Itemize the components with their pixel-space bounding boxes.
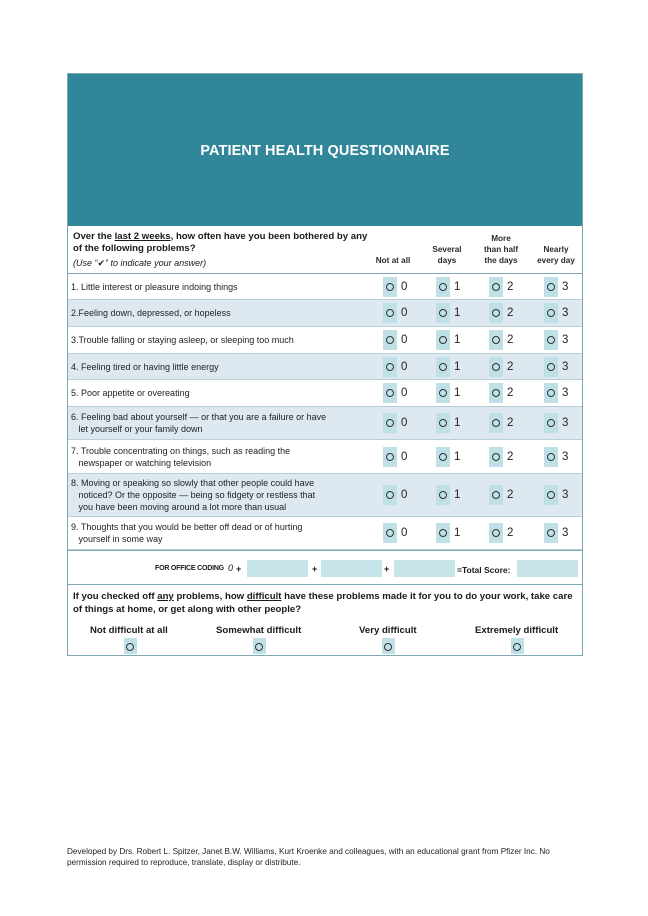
answer-score: 0 (401, 451, 408, 463)
intro-prefix: Over the (73, 231, 115, 242)
answer-option-1[interactable] (436, 383, 466, 403)
answer-option-2[interactable] (489, 413, 519, 433)
checkbox-area (383, 447, 397, 467)
answer-option-0[interactable] (383, 330, 413, 350)
answer-score: 1 (454, 527, 461, 539)
total-score-label: =Total Score: (457, 565, 511, 575)
radio-circle-icon (492, 529, 500, 537)
answer-score: 0 (401, 281, 408, 293)
answer-option-0[interactable] (383, 447, 413, 467)
column-more-than-half: More than half the days (483, 234, 519, 265)
difficulty-option-very[interactable] (382, 638, 395, 654)
checkbox-area (436, 303, 450, 323)
checkbox-area (544, 330, 558, 350)
plus-sign: + (312, 564, 318, 574)
answer-score: 2 (507, 281, 514, 293)
answer-option-1[interactable] (436, 413, 466, 433)
answer-score: 1 (454, 361, 461, 373)
radio-circle-icon (547, 363, 555, 371)
radio-circle-icon (492, 363, 500, 371)
radio-circle-icon (547, 309, 555, 317)
answer-option-2[interactable] (489, 447, 519, 467)
checkbox-area (383, 413, 397, 433)
answer-option-1[interactable] (436, 523, 466, 543)
column-not-at-all: Not at all (375, 256, 411, 265)
checkbox-area (489, 485, 503, 505)
checkbox-area (489, 523, 503, 543)
radio-circle-icon (492, 419, 500, 427)
checkbox-area (436, 330, 450, 350)
answer-option-1[interactable] (436, 485, 466, 505)
answer-score: 3 (562, 527, 569, 539)
answer-score: 0 (401, 387, 408, 399)
plus-sign: + (384, 564, 390, 574)
answer-option-3[interactable] (544, 330, 574, 350)
question-row (68, 474, 582, 517)
checkbox-area (383, 277, 397, 297)
checkbox-area (436, 485, 450, 505)
answer-option-3[interactable] (544, 383, 574, 403)
radio-circle-icon (492, 309, 500, 317)
checkbox-area (544, 485, 558, 505)
question-text: 2.Feeling down, depressed, or hopeless (71, 308, 231, 318)
question-row (68, 407, 582, 440)
radio-circle-icon (492, 491, 500, 499)
question-text: 9. Thoughts that you would be better off dead or of hurting yourself in some way (71, 522, 303, 544)
intro-suffix: , how often have you been bothered by any of the following problems? (73, 231, 368, 254)
question-row (68, 440, 582, 474)
question-row (68, 380, 582, 407)
radio-circle-icon (492, 453, 500, 461)
question-list (68, 274, 582, 550)
radio-circle-icon (439, 389, 447, 397)
difficulty-section (68, 585, 582, 655)
answer-score: 0 (401, 334, 408, 346)
radio-circle-icon (439, 283, 447, 291)
checkbox-area (489, 277, 503, 297)
checkbox-area (436, 277, 450, 297)
radio-circle-icon (492, 336, 500, 344)
checkbox-area (544, 523, 558, 543)
checkbox-area (383, 523, 397, 543)
answer-option-3[interactable] (544, 523, 574, 543)
score-field-1[interactable] (247, 560, 308, 577)
answer-hint: (Use “✔” to indicate your answer) (73, 258, 207, 268)
radio-circle-icon (547, 491, 555, 499)
checkbox-area (489, 330, 503, 350)
radio-circle-icon (386, 309, 394, 317)
question-row (68, 274, 582, 300)
answer-score: 3 (562, 451, 569, 463)
radio-circle-icon (547, 283, 555, 291)
checkbox-area (544, 447, 558, 467)
questionnaire-form (67, 73, 583, 656)
radio-circle-icon (547, 336, 555, 344)
radio-circle-icon (386, 453, 394, 461)
question-text: 7. Trouble concentrating on things, such as reading the newspaper or watching television (71, 446, 291, 468)
answer-score: 2 (507, 451, 514, 463)
checkbox-area (436, 413, 450, 433)
difficulty-option-somewhat[interactable] (253, 638, 266, 654)
question-row (68, 327, 582, 354)
answer-score: 2 (507, 417, 514, 429)
radio-circle-icon (439, 363, 447, 371)
radio-circle-icon (439, 453, 447, 461)
checkbox-area (544, 277, 558, 297)
radio-circle-icon (126, 643, 134, 651)
difficulty-q-difficult: difficult (246, 591, 282, 602)
plus-sign: + (236, 564, 242, 574)
radio-circle-icon (547, 529, 555, 537)
column-several-days: Several days (432, 245, 462, 265)
question-intro (73, 231, 373, 255)
radio-circle-icon (386, 529, 394, 537)
answer-score: 2 (507, 489, 514, 501)
answer-score: 2 (507, 527, 514, 539)
answer-score: 0 (401, 307, 408, 319)
answer-score: 2 (507, 387, 514, 399)
answer-option-2[interactable] (489, 357, 519, 377)
difficulty-label-very: Very difficult (359, 625, 417, 636)
question-row (68, 517, 582, 550)
checkbox-area (544, 383, 558, 403)
answer-score: 2 (507, 307, 514, 319)
question-header (68, 226, 582, 274)
answer-score: 0 (401, 361, 408, 373)
question-row (68, 354, 582, 380)
difficulty-q-mid: problems, how (173, 591, 247, 602)
answer-score: 1 (454, 281, 461, 293)
answer-score: 1 (454, 451, 461, 463)
answer-option-3[interactable] (544, 277, 574, 297)
answer-option-0[interactable] (383, 523, 413, 543)
score-field-2[interactable] (321, 560, 382, 577)
radio-circle-icon (255, 643, 263, 651)
answer-option-0[interactable] (383, 277, 413, 297)
answer-option-0[interactable] (383, 303, 413, 323)
radio-circle-icon (439, 491, 447, 499)
answer-score: 1 (454, 307, 461, 319)
radio-circle-icon (386, 389, 394, 397)
answer-score: 3 (562, 417, 569, 429)
footer-credit: Developed by Drs. Robert L. Spitzer, Janet B.W. Williams, Kurt Kroenke and colleagues, with an educational grant from Pfizer Inc. No permission required to reproduce, translate, display or distribute. (67, 847, 550, 867)
radio-circle-icon (386, 363, 394, 371)
radio-circle-icon (547, 419, 555, 427)
answer-option-3[interactable] (544, 447, 574, 467)
answer-score: 1 (454, 334, 461, 346)
answer-score: 3 (562, 387, 569, 399)
checkbox-area (436, 357, 450, 377)
checkbox-area (383, 383, 397, 403)
question-row (68, 300, 582, 327)
radio-circle-icon (492, 389, 500, 397)
answer-option-1[interactable] (436, 303, 466, 323)
page-title: PATIENT HEALTH QUESTIONNAIRE (200, 143, 450, 159)
answer-score: 3 (562, 361, 569, 373)
answer-score: 2 (507, 334, 514, 346)
difficulty-q-any: any (157, 591, 174, 602)
question-text: 6. Feeling bad about yourself — or that you are a failure or have let yourself or your family down (71, 412, 327, 434)
difficulty-option-not[interactable] (124, 638, 137, 654)
radio-circle-icon (492, 283, 500, 291)
answer-option-0[interactable] (383, 413, 413, 433)
radio-circle-icon (439, 336, 447, 344)
radio-circle-icon (386, 419, 394, 427)
office-coding-row (68, 550, 582, 585)
checkbox-area (383, 330, 397, 350)
column-nearly-every-day: Nearly every day (537, 245, 575, 265)
answer-option-2[interactable] (489, 330, 519, 350)
title-banner (68, 74, 582, 226)
answer-option-3[interactable] (544, 485, 574, 505)
checkbox-area (544, 413, 558, 433)
answer-option-0[interactable] (383, 357, 413, 377)
answer-score: 3 (562, 489, 569, 501)
answer-option-2[interactable] (489, 303, 519, 323)
answer-option-1[interactable] (436, 330, 466, 350)
checkbox-area (489, 447, 503, 467)
answer-score: 1 (454, 417, 461, 429)
answer-option-0[interactable] (383, 485, 413, 505)
radio-circle-icon (439, 309, 447, 317)
answer-score: 3 (562, 334, 569, 346)
checkbox-area (383, 303, 397, 323)
checkbox-area (383, 485, 397, 505)
answer-option-0[interactable] (383, 383, 413, 403)
checkbox-area (489, 303, 503, 323)
difficulty-q-prefix: If you checked off (73, 591, 158, 602)
answer-score: 1 (454, 489, 461, 501)
answer-option-2[interactable] (489, 485, 519, 505)
answer-option-2[interactable] (489, 523, 519, 543)
question-text: 1. Little interest or pleasure indoing things (71, 282, 238, 292)
office-coding-zero: 0 (228, 563, 234, 573)
checkbox-area (544, 303, 558, 323)
difficulty-option-extremely[interactable] (511, 638, 524, 654)
answer-option-2[interactable] (489, 383, 519, 403)
radio-circle-icon (547, 389, 555, 397)
difficulty-label-extremely: Extremely difficult (475, 625, 559, 636)
radio-circle-icon (513, 643, 521, 651)
answer-option-2[interactable] (489, 277, 519, 297)
answer-option-3[interactable] (544, 413, 574, 433)
radio-circle-icon (386, 336, 394, 344)
question-text: 4. Feeling tired or having little energy (71, 362, 219, 372)
checkbox-area (436, 523, 450, 543)
answer-score: 0 (401, 417, 408, 429)
checkbox-area (436, 447, 450, 467)
radio-circle-icon (384, 643, 392, 651)
total-score-field[interactable] (517, 560, 578, 577)
checkbox-area (436, 383, 450, 403)
checkbox-area (489, 357, 503, 377)
checkbox-area (489, 413, 503, 433)
radio-circle-icon (547, 453, 555, 461)
office-coding-label: FOR OFFICE CODING (155, 565, 224, 572)
radio-circle-icon (386, 283, 394, 291)
answer-score: 0 (401, 489, 408, 501)
question-text: 8. Moving or speaking so slowly that other people could have noticed? Or the opposite — being so fidgety or restless that you have been moving around a lot more than usual (71, 478, 316, 512)
answer-option-1[interactable] (436, 447, 466, 467)
answer-score: 1 (454, 387, 461, 399)
difficulty-q-suffix: have these problems made it for you to do your work, take care of things at home, or get along with other people? (73, 591, 573, 615)
intro-underline: last 2 weeks (114, 231, 171, 242)
answer-score: 0 (401, 527, 408, 539)
radio-circle-icon (439, 419, 447, 427)
checkbox-area (489, 383, 503, 403)
question-text: 3.Trouble falling or staying asleep, or sleeping too much (71, 335, 294, 345)
difficulty-label-somewhat: Somewhat difficult (216, 625, 302, 636)
checkbox-area (544, 357, 558, 377)
difficulty-label-not: Not difficult at all (90, 625, 168, 636)
difficulty-question (73, 590, 578, 616)
radio-circle-icon (439, 529, 447, 537)
answer-score: 3 (562, 307, 569, 319)
answer-option-3[interactable] (544, 303, 574, 323)
question-text: 5. Poor appetite or overeating (71, 388, 190, 398)
checkbox-area (383, 357, 397, 377)
score-field-3[interactable] (394, 560, 455, 577)
answer-option-3[interactable] (544, 357, 574, 377)
answer-score: 2 (507, 361, 514, 373)
radio-circle-icon (386, 491, 394, 499)
answer-option-1[interactable] (436, 357, 466, 377)
answer-option-1[interactable] (436, 277, 466, 297)
answer-score: 3 (562, 281, 569, 293)
